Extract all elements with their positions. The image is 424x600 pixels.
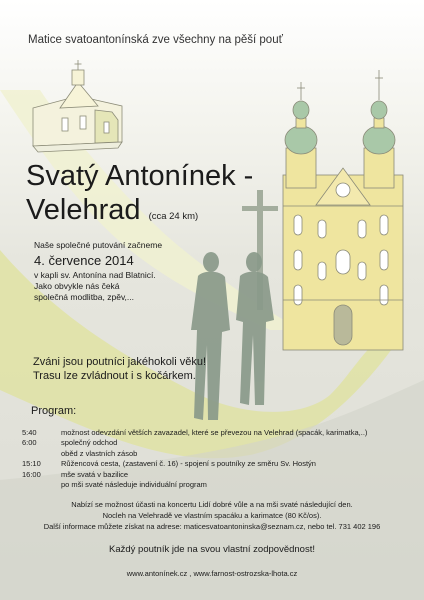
program-text: společný odchod xyxy=(61,438,118,448)
event-details xyxy=(34,270,156,303)
program-text: oběd z vlastních zásob xyxy=(61,448,138,458)
program-text: mše svatá v bazilice xyxy=(61,469,129,479)
program-text: možnost odevzdání větších zavazadel, které se převezou na Velehrad (spacák, karimatka,..) xyxy=(61,428,368,437)
details-line: v kapli sv. Antonína nad Blatnicí. xyxy=(34,270,156,280)
chapel-drawing xyxy=(33,60,122,152)
title-line-1: Svatý Antonínek - xyxy=(26,160,254,192)
details-line: společná modlitba, zpěv,... xyxy=(34,292,135,302)
website-links[interactable]: www.antonínek.cz , www.farnost-ostrozska-lhota.cz xyxy=(126,569,298,578)
welcome-line: Trasu lze zvládnout i s kočárkem. xyxy=(33,370,196,382)
welcome-line: Zváni jsou poutníci jakéhokoli věku! xyxy=(33,356,207,368)
pilgrim-figures xyxy=(191,252,274,420)
title-destination: Velehrad xyxy=(26,194,141,226)
program-time xyxy=(22,449,61,459)
event-date: 4. července 2014 xyxy=(34,253,134,268)
program-row xyxy=(22,449,417,459)
program-row xyxy=(22,480,417,490)
program-label: Program: xyxy=(31,405,77,417)
headline: Matice svatoantonínská zve všechny na pěší pouť xyxy=(28,34,283,46)
intro-text: Naše společné putování začneme xyxy=(34,240,163,250)
info-line: Další informace můžete získat na adrese: maticesvatoantoninska@seznam.cz, nebo tel. 731 402 196 xyxy=(43,522,381,531)
program-text: Růžencová cesta, (zastavení č. 16) - spojení s poutníky ze směru Sv. Hostýn xyxy=(61,459,316,469)
title-distance: (cca 24 km) xyxy=(148,211,199,222)
program-time xyxy=(22,480,61,490)
program-table xyxy=(22,428,417,490)
program-time: 16:00 xyxy=(22,469,41,479)
program-row xyxy=(22,438,417,448)
welcome-text xyxy=(33,355,206,383)
info-line: Nocleh na Velehradě ve vlastním spacáku a karimatce (80 Kč/os). xyxy=(102,511,322,520)
details-line: Jako obvykle nás čeká xyxy=(34,281,120,291)
info-line: Nabízí se možnost účasti na koncertu Lidí dobré vůle a na mši svaté následující den. xyxy=(71,500,353,509)
responsibility-note: Každý poutník jde na svou vlastní zodpovědnost! xyxy=(109,544,315,555)
basilica-drawing xyxy=(283,70,403,350)
program-time: 6:00 xyxy=(22,438,37,448)
program-row xyxy=(22,428,417,438)
program-row xyxy=(22,459,417,469)
program-row xyxy=(22,470,417,480)
title-line-2 xyxy=(26,194,198,233)
program-time: 15:10 xyxy=(22,459,41,469)
program-time: 5:40 xyxy=(22,428,37,437)
additional-info xyxy=(0,499,424,532)
program-text: po mši svaté následuje individuální program xyxy=(61,480,207,490)
